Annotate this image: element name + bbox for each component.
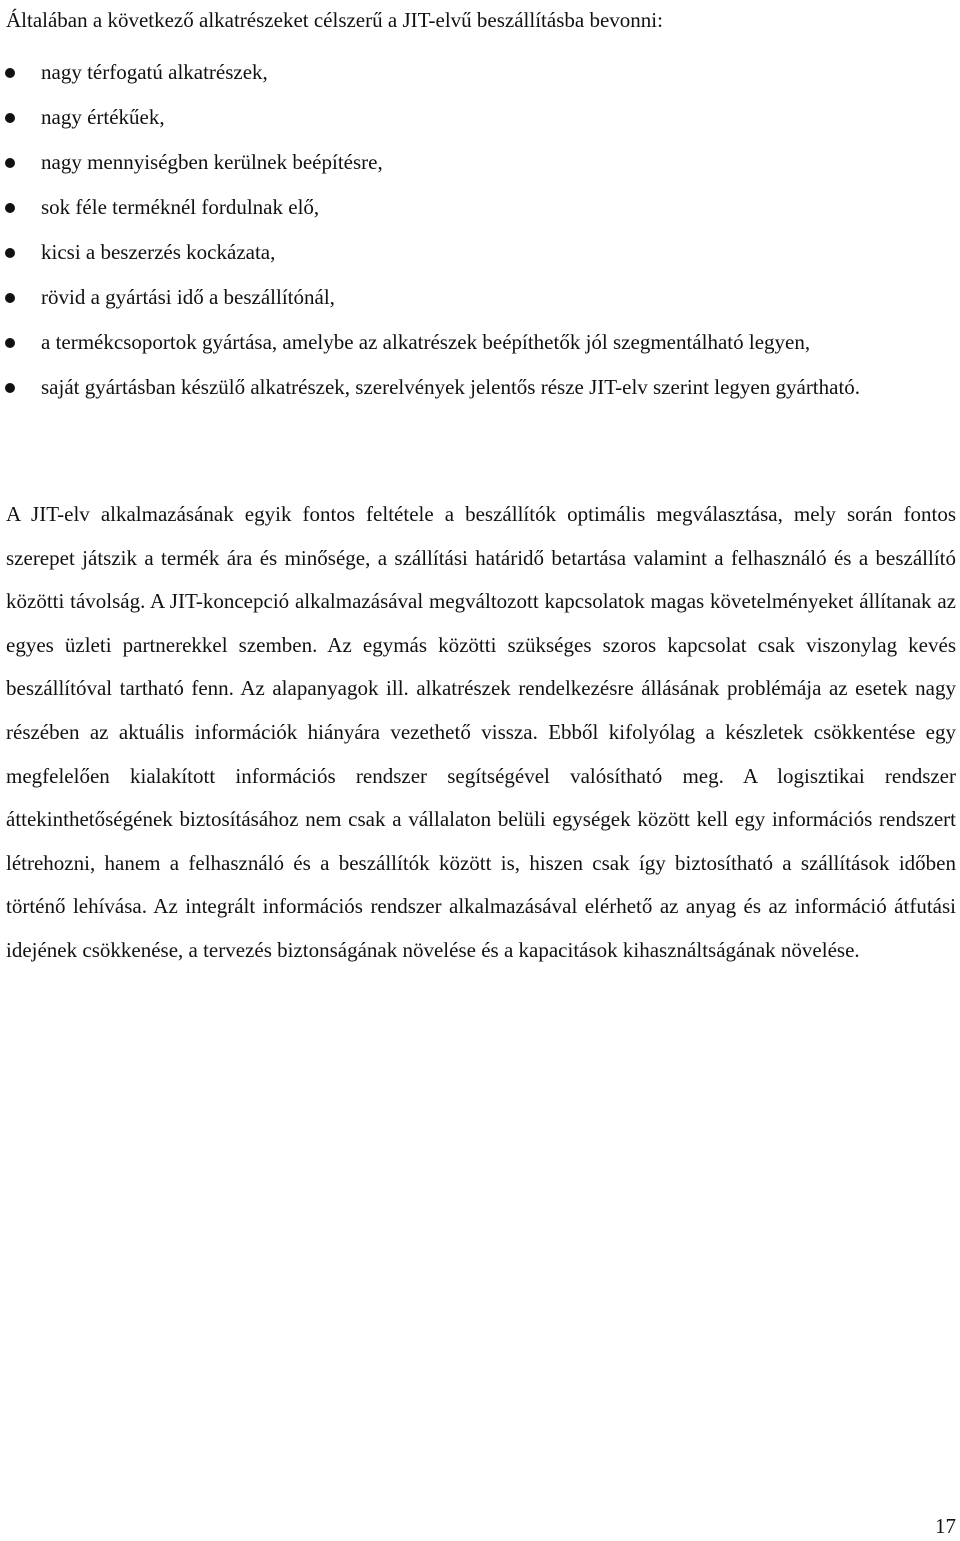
bullet-icon: [5, 113, 15, 123]
bullet-icon: [5, 338, 15, 348]
list-item-text: sok féle terméknél fordulnak elő,: [41, 195, 320, 219]
list-item: [0, 365, 956, 410]
page-number: 17: [935, 1514, 956, 1538]
bullet-icon: [5, 68, 15, 78]
list-item-text: nagy térfogatú alkatrészek,: [41, 60, 268, 84]
list-item-text: a termékcsoportok gyártása, amelybe az alkatrészek beépíthetők jól szegmentálható legyen,: [41, 330, 811, 354]
list-item-text: nagy mennyiségben kerülnek beépítésre,: [41, 150, 383, 174]
bullet-icon: [5, 158, 15, 168]
list-item: [0, 50, 956, 95]
list-item-text: kicsi a beszerzés kockázata,: [41, 240, 276, 264]
list-item: [0, 185, 956, 230]
intro-text: Általában a következő alkatrészeket célszerű a JIT-elvű beszállításba bevonni:: [6, 8, 663, 32]
list-item-text: saját gyártásban készülő alkatrészek, szerelvények jelentős része JIT-elv szerint legyen gyártható.: [41, 375, 861, 399]
bullet-list: [0, 50, 956, 410]
list-item: [0, 275, 956, 320]
list-item: [0, 230, 956, 275]
bullet-icon: [5, 293, 15, 303]
body-paragraph: A JIT-elv alkalmazásának egyik fontos feltétele a beszállítók optimális megválasztása, mely során fontos szerepet játszik a termék ára és minősége, a szállítási határidő betartása valamint a felhasználó és a beszállító közötti távolság. A JIT-koncepció alkalmazásával megváltozott kapcsolatok magas követelményeket állítanak az egyes üzleti partnerekkel szemben. Az egymás közötti szükséges szoros kapcsolat csak viszonylag kevés beszállítóval tartható fenn. Az alapanyagok ill. alkatrészek rendelkezésre állásának problémája az esetek nagy részében az aktuális információk hiányára vezethető vissza. Ebből kifolyólag a készletek csökkentése egy megfelelően kialakított információs rendszer segítségével valósítható meg. A logisztikai rendszer áttekinthetőségének biztosításához nem csak a vállalaton belüli egységek között kell egy információs rendszert létrehozni, hanem a felhasználó és a beszállítók között is, hiszen csak így biztosítható a szállítások időben történő lehívása. Az integrált információs rendszer alkalmazásával elérhető az anyag és az információ átfutási idejének csökkenése, a tervezés biztonságának növelése és a kapacitások kihasználtságának növelése.: [6, 502, 956, 962]
list-item: [0, 320, 956, 365]
bullet-icon: [5, 203, 15, 213]
bullet-icon: [5, 383, 15, 393]
list-item-text: rövid a gyártási idő a beszállítónál,: [41, 285, 335, 309]
list-item: [0, 140, 956, 185]
bullet-icon: [5, 248, 15, 258]
list-item-text: nagy értékűek,: [41, 105, 165, 129]
list-item: [0, 95, 956, 140]
